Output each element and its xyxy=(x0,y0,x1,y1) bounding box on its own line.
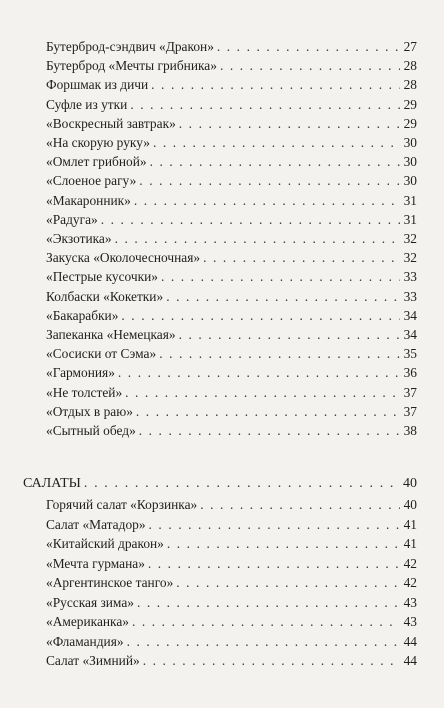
leader-dots xyxy=(203,249,400,267)
toc-entry-page-number: 33 xyxy=(403,288,417,304)
toc-entry-page-number: 42 xyxy=(403,555,417,571)
toc-entry xyxy=(46,652,417,670)
toc-entry-page-number: 36 xyxy=(403,365,417,381)
toc-entry xyxy=(46,76,417,94)
leader-dots xyxy=(132,613,400,631)
toc-entry-title: «Не толстей» xyxy=(46,384,123,400)
leader-dots xyxy=(217,38,400,56)
toc-entry xyxy=(46,115,417,133)
leader-dots xyxy=(125,384,400,402)
toc-entry-title: «Радуга» xyxy=(46,211,98,227)
leader-dots xyxy=(161,268,400,286)
toc-entry-title: «На скорую руку» xyxy=(46,135,150,150)
toc-entry xyxy=(46,384,417,402)
toc-entry xyxy=(46,230,417,248)
toc-entry-title: Бутерброд-сэндвич «Дракон» xyxy=(46,39,214,54)
section-title: САЛАТЫ xyxy=(23,476,81,491)
toc-entry-title: «Бакарабки» xyxy=(46,307,119,323)
toc-entry-page-number: 44 xyxy=(403,653,417,668)
toc-entry-page-number: 41 xyxy=(403,536,417,551)
leader-dots xyxy=(101,211,400,229)
toc-entry-title: Колбаски «Кокетки» xyxy=(46,288,164,304)
toc-entry-page-number: 32 xyxy=(403,250,417,266)
leader-dots xyxy=(151,76,400,94)
leader-dots xyxy=(115,230,400,248)
toc-entry-page-number: 34 xyxy=(403,307,417,323)
toc-entry xyxy=(46,594,417,612)
toc-entry-page-number: 37 xyxy=(403,384,417,400)
leader-dots xyxy=(159,345,400,363)
leader-dots xyxy=(118,364,400,382)
toc-entry-page-number: 30 xyxy=(403,173,417,189)
toc-entry xyxy=(46,38,417,56)
leader-dots xyxy=(143,652,400,670)
toc-entry-title: Закуска «Околочесночная» xyxy=(46,250,201,266)
toc-entry xyxy=(46,364,417,382)
toc-entry-title: «Гармония» xyxy=(46,365,115,381)
toc-entry xyxy=(46,345,417,363)
section-heading-salads xyxy=(23,475,417,493)
toc-entry-page-number: 38 xyxy=(403,423,417,438)
toc-entry-title: «Фламандия» xyxy=(46,633,124,649)
toc-entry-page-number: 28 xyxy=(403,58,417,74)
leader-dots xyxy=(139,422,400,440)
toc-entry xyxy=(46,288,417,306)
toc-entry xyxy=(46,535,417,553)
leader-dots xyxy=(166,288,400,306)
toc-entry xyxy=(46,633,417,651)
toc-entry-title: «Пестрые кусочки» xyxy=(46,269,158,285)
toc-entry-title: Горячий салат «Корзинка» xyxy=(46,497,198,512)
toc-entry-title: «Отдых в раю» xyxy=(46,403,133,419)
toc-entry xyxy=(46,211,417,229)
toc-entry xyxy=(46,192,417,210)
leader-dots xyxy=(84,475,400,493)
leader-dots xyxy=(167,535,400,553)
leader-dots xyxy=(134,192,400,210)
toc-entry-page-number: 28 xyxy=(403,77,417,93)
toc-entry-page-number: 35 xyxy=(403,346,417,362)
toc-entry xyxy=(46,555,417,573)
leader-dots xyxy=(179,115,400,133)
toc-entry-title: Форшмак из дичи xyxy=(46,77,149,93)
toc-entry-title: Запеканка «Немецкая» xyxy=(46,327,176,342)
section-page-number: 40 xyxy=(403,476,417,491)
toc-entry-page-number: 34 xyxy=(403,327,417,342)
leader-dots xyxy=(153,134,400,152)
toc-entry-title: «Воскресный завтрак» xyxy=(46,115,176,131)
leader-dots xyxy=(149,516,400,534)
leader-dots xyxy=(136,403,400,421)
toc-entry-page-number: 40 xyxy=(403,497,417,512)
leader-dots xyxy=(220,57,400,75)
toc-entry xyxy=(46,326,417,344)
toc-entry-page-number: 44 xyxy=(403,633,417,649)
toc-entry-page-number: 43 xyxy=(403,614,417,629)
toc-entry xyxy=(46,134,417,152)
toc-entry-page-number: 33 xyxy=(403,269,417,285)
leader-dots xyxy=(127,633,400,651)
toc-entry xyxy=(46,57,417,75)
toc-entry xyxy=(46,307,417,325)
toc-entry-page-number: 31 xyxy=(403,211,417,227)
toc-entry-page-number: 29 xyxy=(403,96,417,112)
toc-entry-title: «Омлет грибной» xyxy=(46,154,147,170)
leader-dots xyxy=(121,307,400,325)
leader-dots xyxy=(130,96,400,114)
toc-entry-title: «Русская зима» xyxy=(46,594,134,610)
toc-entry xyxy=(46,268,417,286)
toc-entry-title: «Китайский дракон» xyxy=(46,536,164,551)
toc-entry-page-number: 42 xyxy=(403,575,417,590)
leader-dots xyxy=(179,326,400,344)
toc-entry-title: «Американка» xyxy=(46,614,129,629)
toc-entry-title: Салат «Зимний» xyxy=(46,653,140,668)
toc-entry xyxy=(46,613,417,631)
toc-entry-title: «Сосиски от Сэма» xyxy=(46,346,157,362)
toc-entry-title: Суфле из утки xyxy=(46,96,128,112)
toc-entry xyxy=(46,153,417,171)
toc-entry xyxy=(46,574,417,592)
toc-entry-page-number: 27 xyxy=(403,39,417,54)
toc-entry-page-number: 43 xyxy=(403,594,417,610)
toc-entry-title: «Макаронник» xyxy=(46,192,131,208)
toc-entry xyxy=(46,496,417,514)
toc-entry-title: «Экзотика» xyxy=(46,231,112,246)
leader-dots xyxy=(137,594,400,612)
toc-entry-page-number: 30 xyxy=(403,135,417,150)
toc-entry xyxy=(46,516,417,534)
toc-entry xyxy=(46,96,417,114)
toc-entry-page-number: 41 xyxy=(403,516,417,532)
toc-entry xyxy=(46,403,417,421)
toc-entry xyxy=(46,172,417,190)
toc-entry-title: Бутерброд «Мечты грибника» xyxy=(46,58,217,74)
leader-dots xyxy=(176,574,400,592)
leader-dots xyxy=(200,496,400,514)
toc-entry-title: «Сытный обед» xyxy=(46,423,136,438)
leader-dots xyxy=(139,172,400,190)
toc-entry xyxy=(46,249,417,267)
toc-entry-title: Салат «Матадор» xyxy=(46,516,146,532)
toc-entry-page-number: 29 xyxy=(403,115,417,131)
toc-entry-page-number: 37 xyxy=(403,403,417,419)
toc-entry-title: «Аргентинское танго» xyxy=(46,575,174,590)
leader-dots xyxy=(150,153,400,171)
toc-entry-page-number: 31 xyxy=(403,192,417,208)
leader-dots xyxy=(148,555,400,573)
toc-entry-title: «Мечта гурмана» xyxy=(46,555,145,571)
toc-entry-title: «Слоеное рагу» xyxy=(46,173,137,189)
toc-entry xyxy=(46,422,417,440)
toc-entry-page-number: 32 xyxy=(403,231,417,246)
toc-entry-page-number: 30 xyxy=(403,154,417,170)
